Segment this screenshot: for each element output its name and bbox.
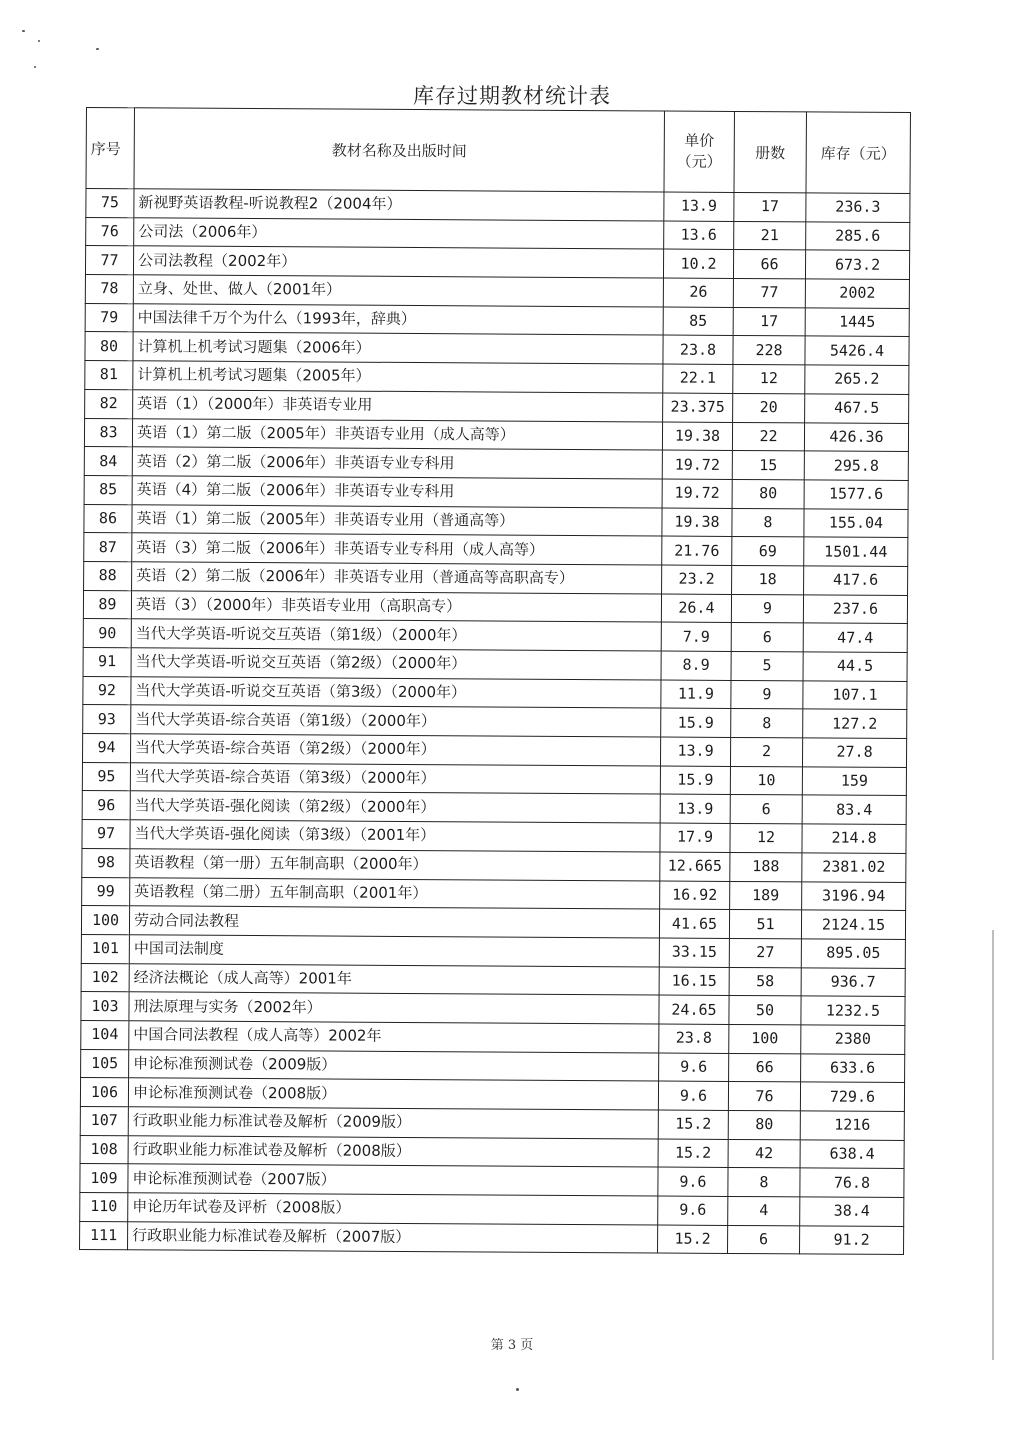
- row-no: 88: [84, 561, 132, 590]
- header-stock: 库存（元）: [806, 112, 910, 194]
- row-name: 英语（2）第二版（2006年）非英语专业专科用: [132, 447, 662, 479]
- row-price: 19.38: [662, 508, 732, 537]
- row-qty: 42: [728, 1139, 800, 1168]
- row-stock: 155.04: [804, 508, 908, 537]
- row-name: 英语（1）（2000年）非英语专业用: [133, 390, 663, 422]
- row-qty: 12: [733, 365, 805, 394]
- row-stock: 47.4: [803, 623, 907, 652]
- row-stock: 1232.5: [801, 996, 905, 1025]
- row-stock: 729.6: [800, 1082, 904, 1111]
- row-no: 86: [84, 504, 132, 533]
- row-qty: 188: [730, 852, 802, 881]
- row-stock: 285.6: [806, 222, 910, 251]
- row-qty: 6: [728, 1225, 800, 1254]
- row-stock: 91.2: [800, 1226, 904, 1255]
- scan-speck: [34, 66, 36, 68]
- row-name: 公司法教程（2002年）: [133, 246, 663, 278]
- row-price: 26: [663, 278, 733, 307]
- row-no: 79: [85, 303, 133, 332]
- row-stock: 1501.44: [804, 537, 908, 566]
- row-price: 11.9: [661, 680, 731, 709]
- scan-speck: [516, 1388, 519, 1391]
- page-title: 库存过期教材统计表: [413, 84, 611, 108]
- row-name: 计算机上机考试习题集（2005年）: [133, 361, 663, 393]
- row-stock: 159: [802, 767, 906, 796]
- row-qty: 17: [733, 307, 805, 336]
- row-qty: 8: [731, 709, 803, 738]
- row-qty: 15: [732, 451, 804, 480]
- row-qty: 10: [730, 766, 802, 795]
- row-qty: 5: [731, 651, 803, 680]
- row-price: 13.9: [660, 794, 730, 823]
- row-name: 计算机上机考试习题集（2006年）: [133, 332, 663, 364]
- row-stock: 673.2: [805, 250, 909, 279]
- row-name: 中国合同法教程（成人高等）2002年: [129, 1021, 659, 1053]
- row-name: 中国司法制度: [129, 935, 659, 967]
- row-name: 申论标准预测试卷（2007版）: [128, 1164, 658, 1196]
- row-name: 当代大学英语-听说交互英语（第3级）（2000年）: [131, 676, 661, 708]
- row-stock: 633.6: [801, 1054, 905, 1083]
- row-stock: 467.5: [805, 394, 909, 423]
- row-no: 98: [82, 848, 130, 877]
- row-qty: 9: [731, 680, 803, 709]
- row-stock: 5426.4: [805, 336, 909, 365]
- row-price: 41.65: [659, 909, 729, 938]
- row-qty: 21: [734, 221, 806, 250]
- row-no: 104: [81, 1020, 129, 1049]
- row-price: 15.2: [658, 1139, 728, 1168]
- row-name: 申论标准预测试卷（2008版）: [128, 1078, 658, 1110]
- header-no: 序号: [86, 108, 134, 189]
- row-name: 立身、处世、做人（2001年）: [133, 275, 663, 307]
- row-no: 80: [85, 332, 133, 361]
- row-price: 24.65: [659, 995, 729, 1024]
- row-price: 9.6: [658, 1081, 728, 1110]
- row-name: 英语（3）（2000年）非英语专业用（高职高专）: [131, 590, 661, 622]
- row-stock: 1445: [805, 308, 909, 337]
- row-name: 申论标准预测试卷（2009版）: [129, 1049, 659, 1081]
- row-name: 英语（4）第二版（2006年）非英语专业专科用: [132, 476, 662, 508]
- row-qty: 80: [728, 1110, 800, 1139]
- page-number: 第 3 页: [490, 1338, 534, 1353]
- row-stock: 417.6: [804, 566, 908, 595]
- row-qty: 69: [732, 537, 804, 566]
- row-qty: 18: [732, 565, 804, 594]
- row-name: 新视野英语教程-听说教程2（2004年）: [134, 189, 664, 221]
- row-price: 23.8: [663, 335, 733, 364]
- header-price-label: 单价: [684, 131, 715, 150]
- header-price: [664, 111, 734, 192]
- row-no: 109: [80, 1164, 128, 1193]
- row-price: 16.92: [660, 881, 730, 910]
- row-name: 当代大学英语-强化阅读（第2级）（2000年）: [130, 791, 660, 823]
- row-name: 当代大学英语-综合英语（第1级）（2000年）: [131, 705, 661, 737]
- row-stock: 83.4: [802, 795, 906, 824]
- row-price: 85: [663, 307, 733, 336]
- row-name: 行政职业能力标准试卷及解析（2009版）: [128, 1107, 658, 1139]
- row-stock: 127.2: [803, 709, 907, 738]
- row-name: 当代大学英语-综合英语（第3级）（2000年）: [130, 763, 660, 795]
- row-stock: 2002: [805, 279, 909, 308]
- row-price: 16.15: [659, 967, 729, 996]
- row-stock: 638.4: [800, 1140, 904, 1169]
- row-name: 经济法概论（成人高等）2001年: [129, 963, 659, 995]
- row-price: 22.1: [663, 364, 733, 393]
- row-price: 13.9: [660, 737, 730, 766]
- row-price: 19.72: [662, 479, 732, 508]
- row-no: 110: [80, 1193, 128, 1222]
- row-price: 13.6: [664, 221, 734, 250]
- row-no: 95: [82, 762, 130, 791]
- row-name: 中国法律千万个为什么（1993年，辞典）: [133, 304, 663, 336]
- row-name: 英语（1）第二版（2005年）非英语专业用（成人高等）: [132, 418, 662, 450]
- row-stock: 44.5: [803, 652, 907, 681]
- row-no: 94: [82, 734, 130, 763]
- row-name: 英语教程（第二册）五年制高职（2001年）: [130, 877, 660, 909]
- row-price: 10.2: [663, 249, 733, 278]
- row-name: 当代大学英语-听说交互英语（第1级）（2000年）: [131, 619, 661, 651]
- row-no: 76: [86, 217, 134, 246]
- row-no: 107: [80, 1106, 128, 1135]
- row-stock: 936.7: [801, 967, 905, 996]
- row-price: 23.375: [663, 393, 733, 422]
- row-no: 75: [86, 189, 134, 218]
- row-no: 93: [83, 705, 131, 734]
- row-price: 8.9: [661, 651, 731, 680]
- row-name: 英语教程（第一册）五年制高职（2000年）: [130, 849, 660, 881]
- row-stock: 27.8: [802, 738, 906, 767]
- row-price: 12.665: [660, 852, 730, 881]
- row-name: 英语（3）第二版（2006年）非英语专业专科用（成人高等）: [132, 533, 662, 565]
- row-qty: 228: [733, 336, 805, 365]
- row-name: 公司法（2006年）: [134, 217, 664, 249]
- row-no: 108: [80, 1135, 128, 1164]
- row-no: 96: [82, 791, 130, 820]
- row-qty: 58: [729, 967, 801, 996]
- table-row: [80, 1221, 904, 1255]
- row-price: 15.9: [661, 708, 731, 737]
- row-price: 19.72: [662, 450, 732, 479]
- row-name: 申论历年试卷及评析（2008版）: [128, 1193, 658, 1225]
- row-price: 15.2: [658, 1225, 728, 1254]
- row-stock: 76.8: [800, 1168, 904, 1197]
- header-qty: 册数: [734, 111, 806, 192]
- row-name: 当代大学英语-听说交互英语（第2级）（2000年）: [131, 648, 661, 680]
- row-stock: 895.05: [801, 939, 905, 968]
- row-qty: 100: [729, 1024, 801, 1053]
- row-no: 89: [83, 590, 131, 619]
- row-qty: 17: [734, 192, 806, 221]
- row-price: 13.9: [664, 192, 734, 221]
- row-price: 21.76: [662, 536, 732, 565]
- row-price: 23.2: [662, 565, 732, 594]
- row-no: 85: [84, 475, 132, 504]
- scan-edge-line: [992, 930, 994, 1360]
- header-row: [86, 108, 910, 194]
- row-no: 106: [80, 1078, 128, 1107]
- row-qty: 77: [733, 279, 805, 308]
- row-qty: 20: [733, 393, 805, 422]
- row-stock: 3196.94: [802, 881, 906, 910]
- row-no: 103: [81, 992, 129, 1021]
- row-qty: 51: [729, 910, 801, 939]
- row-stock: 236.3: [806, 193, 910, 222]
- row-price: 9.6: [658, 1196, 728, 1225]
- row-price: 15.9: [660, 766, 730, 795]
- row-stock: 2380: [801, 1025, 905, 1054]
- row-qty: 27: [729, 938, 801, 967]
- row-qty: 4: [728, 1197, 800, 1226]
- row-stock: 107.1: [803, 681, 907, 710]
- row-qty: 6: [731, 623, 803, 652]
- row-price: 15.2: [658, 1110, 728, 1139]
- table-body: [80, 189, 910, 1255]
- row-qty: 9: [731, 594, 803, 623]
- row-stock: 38.4: [800, 1197, 904, 1226]
- row-name: 行政职业能力标准试卷及解析（2008版）: [128, 1135, 658, 1167]
- row-stock: 265.2: [805, 365, 909, 394]
- row-qty: 66: [729, 1053, 801, 1082]
- row-no: 91: [83, 647, 131, 676]
- row-name: 英语（2）第二版（2006年）非英语专业用（普通高等高职高专）: [132, 562, 662, 594]
- row-stock: 1577.6: [804, 480, 908, 509]
- row-qty: 66: [733, 250, 805, 279]
- row-no: 84: [84, 447, 132, 476]
- row-price: 7.9: [661, 622, 731, 651]
- row-no: 77: [85, 246, 133, 275]
- row-stock: 1216: [800, 1111, 904, 1140]
- row-price: 23.8: [659, 1024, 729, 1053]
- row-stock: 214.8: [802, 824, 906, 853]
- row-no: 97: [82, 820, 130, 849]
- row-name: 当代大学英语-综合英语（第2级）（2000年）: [130, 734, 660, 766]
- row-stock: 426.36: [804, 422, 908, 451]
- row-stock: 295.8: [804, 451, 908, 480]
- row-qty: 8: [728, 1168, 800, 1197]
- row-name: 劳动合同法教程: [129, 906, 659, 938]
- scan-speck: [96, 48, 99, 50]
- row-price: 19.38: [662, 422, 732, 451]
- header-name: 教材名称及出版时间: [134, 108, 664, 192]
- row-no: 101: [81, 934, 129, 963]
- row-stock: 2381.02: [802, 853, 906, 882]
- row-qty: 6: [730, 795, 802, 824]
- row-no: 87: [84, 533, 132, 562]
- row-no: 81: [85, 361, 133, 390]
- row-name: 行政职业能力标准试卷及解析（2007版）: [128, 1222, 658, 1254]
- row-no: 92: [83, 676, 131, 705]
- row-stock: 237.6: [803, 595, 907, 624]
- row-name: 当代大学英语-强化阅读（第3级）（2001年）: [130, 820, 660, 852]
- scan-speck: [22, 30, 25, 32]
- row-qty: 189: [730, 881, 802, 910]
- table-header: [86, 108, 910, 194]
- row-qty: 2: [730, 738, 802, 767]
- row-no: 102: [81, 963, 129, 992]
- row-qty: 22: [732, 422, 804, 451]
- row-no: 99: [82, 877, 130, 906]
- row-qty: 12: [730, 824, 802, 853]
- row-qty: 8: [732, 508, 804, 537]
- row-qty: 50: [729, 996, 801, 1025]
- row-no: 83: [84, 418, 132, 447]
- scan-speck: [38, 40, 40, 42]
- inventory-table: [79, 107, 911, 1255]
- row-qty: 80: [732, 479, 804, 508]
- row-stock: 2124.15: [801, 910, 905, 939]
- row-no: 90: [83, 619, 131, 648]
- row-no: 105: [81, 1049, 129, 1078]
- row-name: 刑法原理与实务（2002年）: [129, 992, 659, 1024]
- row-no: 82: [85, 389, 133, 418]
- row-qty: 76: [728, 1082, 800, 1111]
- row-price: 9.6: [659, 1053, 729, 1082]
- row-price: 17.9: [660, 823, 730, 852]
- row-no: 78: [85, 275, 133, 304]
- row-no: 111: [80, 1221, 128, 1250]
- row-no: 100: [81, 906, 129, 935]
- row-price: 33.15: [659, 938, 729, 967]
- row-price: 26.4: [661, 594, 731, 623]
- row-name: 英语（1）第二版（2005年）非英语专业用（普通高等）: [132, 504, 662, 536]
- header-price-unit: （元）: [676, 152, 722, 171]
- row-price: 9.6: [658, 1167, 728, 1196]
